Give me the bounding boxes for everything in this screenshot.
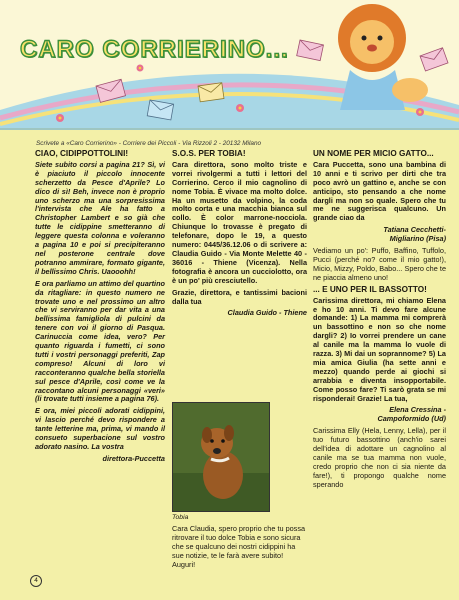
page-number: 4 bbox=[30, 575, 42, 587]
signature: Claudia Guido - Thiene bbox=[227, 308, 307, 318]
envelope-icon bbox=[420, 48, 448, 71]
paragraph: Siete subito corsi a pagina 21? Sì, vi è piaciuto il piccolo innocente scherzetto da Pesce d'Aprile? Lo dico di sì! Beh, invece non è proprio uno scherzo ma una sorpresissima l'intervista che Ale ha fatto a Christopher Lambert e so già che tutte le cidippine smetteranno di leggere questa colonna e voleranno a pagina 10 e poi si precipiteranno nel posterone centrale dove potranno ammirare, formato gigante, il bellissimo Chris. Uaooohh! bbox=[35, 159, 165, 276]
signature: direttora-Puccetta bbox=[102, 453, 165, 463]
reply-paragraph: Vediamo un po': Puffo, Baffino, Tuffolo, Pucci (perché no? come il mio gatto!), Micio, Mizzy, Poldo, Babo... Spero che te ne piaccia almeno uno! bbox=[313, 246, 446, 282]
section-heading: UN NOME PER MICIO GATTO... bbox=[313, 149, 434, 158]
reply-paragraph: Carissima Elly (Hela, Lenny, Lella), per il tuo futuro bassottino (anch'io sarei dell'idea di adottare un cagnolino al canile ma se tua mamma non vuole, credo proprio che non ci sia niente da fare!), ti propongo qualche nome sperando bbox=[313, 426, 446, 489]
header-art bbox=[0, 0, 459, 128]
section-heading: ... E UNO PER IL BASSOTTO! bbox=[313, 284, 427, 294]
envelope-icon bbox=[198, 83, 224, 102]
header-illustration bbox=[0, 0, 459, 130]
letter-paragraph: Grazie, direttora, e tantissimi bacioni dalla tua bbox=[172, 287, 307, 306]
section-heading: S.O.S. PER TOBIA! bbox=[172, 149, 246, 158]
mailing-address: Scrivete a «Caro Corrierino» - Corriere dei Piccoli - Via Rizzoli 2 - 20132 Milano bbox=[36, 140, 262, 147]
letter-paragraph: Cara direttora, sono molto triste e vorrei rivolgermi a tutti i lettori del Corrierino. Cerco il mio cagnolino di nome Tobia. È vivace ma molto dolce. Ha un musetto da volpino, la coda molto corta e una macchia bianca sul collo. È color marrone-nocciola. Chiunque lo trovasse è pregato di telefonare, dopo le 19, a questo numero: 0445/36.12.06 o di scrivere a: Claudia Guido - Via Monte Melette 40 - 36016 - Thiene (Vicenza). Nella fotografia è ancora un cucciolotto, ora è un po' più cresciutello. bbox=[172, 159, 307, 285]
signature-name: Tatiana Cecchetti- bbox=[383, 225, 446, 235]
page-title: CARO CORRIERINO... bbox=[20, 36, 289, 63]
paragraph: E ora parliamo un attimo del quartino da ritagliare: in questo numero ne trovate uno e nel prossimo un altro che vi serviranno per dar vita a una bellissima famigliola di pulcini da tenere con voi il giorno di Pasqua. Carinuccia come idea, vero? Per quanto riguarda i fumetti, ci sono tutti i vostri personaggi preferiti, Zap compreso! Alcuni di loro vi racconteranno qualche bella storiella sul pesce d'Aprile, così come ve la raccontano alcuni personaggi «veri» (li trovate tutti insieme a pagina 76). bbox=[35, 278, 165, 404]
letter-paragraph: Cara Puccetta, sono una bambina di 10 anni e ti scrivo per dirti che tra poco avrò un gattino e, anche se con anticipo, sto pensando a che nome dargli ma non so quale. Spero che tu me ne suggerisca qualcuno. Un grande ciao da bbox=[313, 159, 446, 223]
signature-place: Campoformido (Ud) bbox=[377, 414, 446, 424]
signature-place: Migliarino (Pisa) bbox=[389, 234, 446, 244]
paragraph: E ora, miei piccoli adorati cidippini, vi lascio perché devo rispondere a tante letterine ma, prima, vi mando il consueto superbacione sul vostro adorato nasino. La vostra bbox=[35, 406, 165, 451]
photo-caption: Tobia bbox=[172, 514, 189, 521]
column-letters bbox=[313, 150, 446, 493]
section-heading: CIAO, CIDIPPOTTOLINI! bbox=[35, 149, 129, 158]
dog-photo-art bbox=[173, 403, 269, 511]
column-sos bbox=[172, 150, 307, 321]
lion-mascot-icon bbox=[338, 4, 428, 110]
column-editorial bbox=[35, 150, 165, 464]
letter-paragraph: Carissima direttora, mi chiamo Elena e ho 10 anni. Ti devo fare alcune domande: 1) La mamma mi comprerà un bassottino e non so che nome dargli? 2) Io vorrei prendere un cane al canile ma la mamma lo vuole di razza. 3) Mi dai un soprannome? 5) La mia amica Giulia (ha sette anni e mezzo) quando perde ai giochi si arrabbia e diventa insopportabile. Come posso fare? Ti sarò grata se mi risponderai! Grazie! La tua, bbox=[313, 295, 446, 403]
envelope-icon bbox=[297, 40, 324, 61]
reply-claudia: Cara Claudia, spero proprio che tu possa ritrovare il tuo dolce Tobia e sono sicura che se qualcuno dei nostri cidippini ha sue notizie, te le farà avere subito! Auguri! bbox=[172, 524, 306, 569]
dog-photo bbox=[172, 402, 270, 512]
signature-name: Elena Cressina - bbox=[389, 405, 446, 415]
